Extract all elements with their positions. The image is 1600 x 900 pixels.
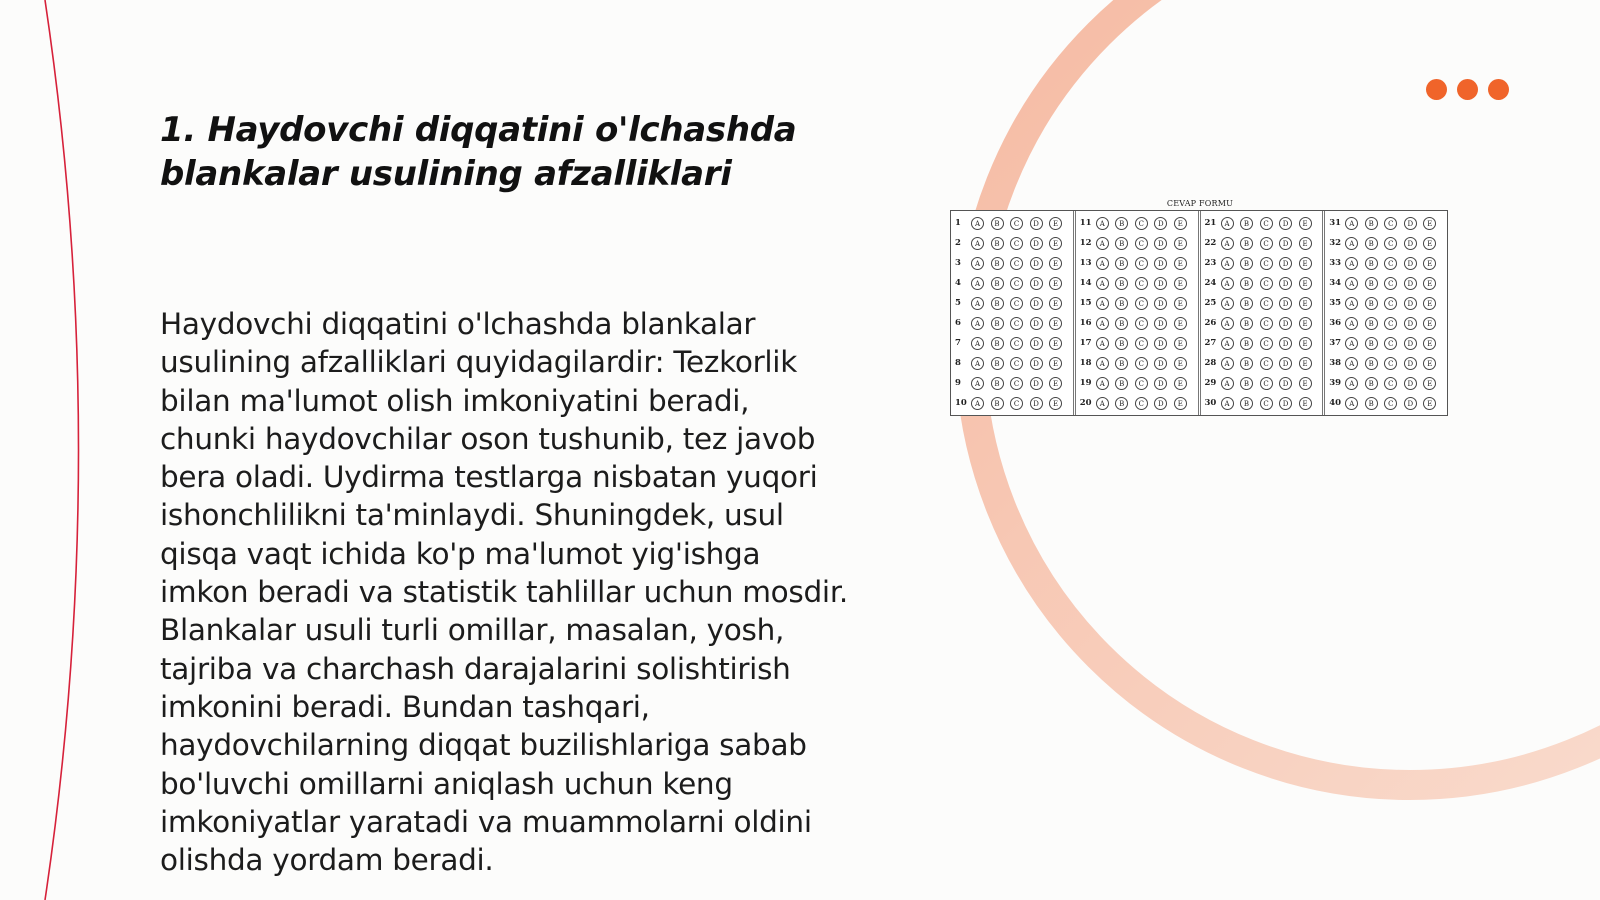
- option-bubble: E: [1423, 237, 1436, 250]
- option-bubble: B: [1115, 257, 1128, 270]
- option-bubble: C: [1260, 257, 1273, 270]
- question-number: 40: [1329, 398, 1342, 408]
- option-bubble: A: [1221, 277, 1234, 290]
- option-bubble: B: [1240, 257, 1253, 270]
- option-bubble: E: [1174, 277, 1187, 290]
- answer-row: [1076, 293, 1198, 313]
- answer-row: [1201, 273, 1323, 293]
- option-bubble: D: [1279, 277, 1292, 290]
- option-bubble: B: [1365, 317, 1378, 330]
- option-bubble: E: [1423, 337, 1436, 350]
- question-number: 13: [1079, 258, 1092, 268]
- option-bubble: B: [1365, 277, 1378, 290]
- question-number: 8: [955, 358, 961, 368]
- option-bubble: E: [1423, 297, 1436, 310]
- option-bubble: D: [1404, 377, 1417, 390]
- answer-row: [1201, 333, 1323, 353]
- answer-row: [1076, 253, 1198, 273]
- answer-row: [951, 293, 1073, 313]
- option-bubble: A: [1221, 357, 1234, 370]
- option-bubble: A: [1345, 357, 1358, 370]
- option-bubble: B: [991, 317, 1004, 330]
- answer-row: [951, 213, 1073, 233]
- answer-row: [1201, 353, 1323, 373]
- option-bubble: C: [1260, 277, 1273, 290]
- option-bubble: D: [1404, 237, 1417, 250]
- option-bubble: D: [1154, 357, 1167, 370]
- option-bubble: B: [1115, 337, 1128, 350]
- option-bubble: C: [1384, 277, 1397, 290]
- option-bubble: E: [1299, 337, 1312, 350]
- option-bubble: A: [1096, 297, 1109, 310]
- option-bubble: E: [1174, 217, 1187, 230]
- option-bubble: B: [1365, 377, 1378, 390]
- option-bubble: E: [1174, 337, 1187, 350]
- option-bubble: C: [1384, 357, 1397, 370]
- question-number: 28: [1204, 358, 1217, 368]
- answer-row: [951, 353, 1073, 373]
- option-bubble: A: [1345, 377, 1358, 390]
- answer-grid: [950, 210, 1448, 416]
- question-number: 16: [1079, 318, 1092, 328]
- option-bubble: C: [1135, 277, 1148, 290]
- option-bubble: D: [1279, 337, 1292, 350]
- option-bubble: A: [971, 297, 984, 310]
- option-bubble: E: [1049, 217, 1062, 230]
- answer-row: [1325, 353, 1447, 373]
- option-bubble: C: [1135, 237, 1148, 250]
- option-bubble: B: [1365, 357, 1378, 370]
- option-bubble: B: [1115, 357, 1128, 370]
- slide-title: 1. Haydovchi diqqatini o'lchashda blankalar usulining afzalliklari: [160, 110, 797, 194]
- option-bubble: C: [1010, 257, 1023, 270]
- decorative-red-curve: [45, 0, 79, 900]
- option-bubble: C: [1260, 217, 1273, 230]
- answer-form-image: [950, 198, 1450, 416]
- option-bubble: D: [1279, 257, 1292, 270]
- option-bubble: E: [1049, 297, 1062, 310]
- answer-row: [1201, 233, 1323, 253]
- option-bubble: E: [1049, 397, 1062, 410]
- option-bubble: A: [1345, 337, 1358, 350]
- option-bubble: B: [1240, 337, 1253, 350]
- option-bubble: C: [1135, 337, 1148, 350]
- option-bubble: A: [1221, 217, 1234, 230]
- option-bubble: D: [1404, 217, 1417, 230]
- option-bubble: C: [1384, 237, 1397, 250]
- dot-icon: [1488, 79, 1509, 100]
- question-number: 29: [1204, 378, 1217, 388]
- question-number: 38: [1329, 358, 1342, 368]
- option-bubble: E: [1049, 277, 1062, 290]
- option-bubble: A: [1221, 257, 1234, 270]
- option-bubble: A: [1345, 217, 1358, 230]
- question-number: 24: [1204, 278, 1217, 288]
- option-bubble: C: [1260, 397, 1273, 410]
- option-bubble: A: [1345, 257, 1358, 270]
- option-bubble: A: [1096, 237, 1109, 250]
- answer-form-title: CEVAP FORMU: [1166, 199, 1234, 208]
- option-bubble: E: [1299, 297, 1312, 310]
- option-bubble: C: [1010, 317, 1023, 330]
- answer-row: [951, 313, 1073, 333]
- question-number: 26: [1204, 318, 1217, 328]
- option-bubble: E: [1049, 337, 1062, 350]
- option-bubble: A: [971, 277, 984, 290]
- option-bubble: B: [1115, 237, 1128, 250]
- option-bubble: C: [1260, 337, 1273, 350]
- question-number: 21: [1204, 218, 1217, 228]
- option-bubble: A: [971, 257, 984, 270]
- option-bubble: B: [991, 397, 1004, 410]
- option-bubble: B: [1240, 397, 1253, 410]
- option-bubble: E: [1423, 397, 1436, 410]
- option-bubble: C: [1135, 317, 1148, 330]
- option-bubble: A: [971, 237, 984, 250]
- slide-body-text: Haydovchi diqqatini o'lchashda blankalar usulining afzalliklari quyidagilardir: Tezkorlik bilan ma'lumot olish imkoniyatini beradi, chunki haydovchilar oson tushunib, tez javob bera oladi. Uydirma testlarga nisbatan yuqori ishonchlilikni ta'minlaydi. Shuningdek, usul qisqa vaqt ichida ko'p ma'lumot yig'ishga imkon beradi va statistik tahlillar uchun mosdir. Blankalar usuli turli omillar, masalan, yosh, tajriba va charchash darajalarini solishtirish imkonini beradi. Bundan tashqari, haydovchilarning diqqat buzilishlariga sabab bo'luvchi omillarni aniqlash uchun keng imkoniyatlar yaratadi va muammolarni oldini olishda yordam beradi.: [160, 307, 849, 878]
- option-bubble: A: [1096, 357, 1109, 370]
- option-bubble: E: [1423, 377, 1436, 390]
- question-number: 27: [1204, 338, 1217, 348]
- option-bubble: E: [1423, 277, 1436, 290]
- question-number: 23: [1204, 258, 1217, 268]
- option-bubble: D: [1279, 357, 1292, 370]
- option-bubble: D: [1030, 257, 1043, 270]
- option-bubble: E: [1174, 317, 1187, 330]
- option-bubble: D: [1030, 237, 1043, 250]
- question-number: 37: [1329, 338, 1342, 348]
- option-bubble: A: [1221, 317, 1234, 330]
- option-bubble: C: [1260, 317, 1273, 330]
- answer-row: [951, 333, 1073, 353]
- menu-dots: [1426, 79, 1509, 100]
- option-bubble: B: [1365, 217, 1378, 230]
- option-bubble: C: [1135, 297, 1148, 310]
- answer-column: [1076, 211, 1201, 415]
- answer-row: [1076, 273, 1198, 293]
- answer-row: [1325, 253, 1447, 273]
- option-bubble: E: [1299, 397, 1312, 410]
- option-bubble: B: [991, 257, 1004, 270]
- option-bubble: E: [1174, 257, 1187, 270]
- option-bubble: B: [991, 237, 1004, 250]
- option-bubble: A: [971, 397, 984, 410]
- option-bubble: D: [1154, 217, 1167, 230]
- option-bubble: A: [1345, 237, 1358, 250]
- option-bubble: D: [1154, 297, 1167, 310]
- answer-row: [1325, 293, 1447, 313]
- option-bubble: C: [1135, 377, 1148, 390]
- option-bubble: C: [1010, 297, 1023, 310]
- question-number: 9: [955, 378, 961, 388]
- option-bubble: D: [1030, 277, 1043, 290]
- option-bubble: D: [1404, 297, 1417, 310]
- answer-row: [951, 233, 1073, 253]
- question-number: 33: [1329, 258, 1342, 268]
- option-bubble: B: [1115, 317, 1128, 330]
- option-bubble: D: [1404, 337, 1417, 350]
- option-bubble: B: [1365, 337, 1378, 350]
- option-bubble: E: [1423, 317, 1436, 330]
- option-bubble: A: [1345, 397, 1358, 410]
- option-bubble: B: [1240, 377, 1253, 390]
- option-bubble: B: [1115, 277, 1128, 290]
- answer-row: [1201, 253, 1323, 273]
- option-bubble: D: [1279, 317, 1292, 330]
- option-bubble: B: [1365, 297, 1378, 310]
- question-number: 35: [1329, 298, 1342, 308]
- option-bubble: C: [1010, 237, 1023, 250]
- option-bubble: D: [1030, 377, 1043, 390]
- question-number: 10: [955, 398, 967, 408]
- answer-row: [951, 273, 1073, 293]
- answer-row: [951, 253, 1073, 273]
- option-bubble: A: [971, 317, 984, 330]
- option-bubble: C: [1135, 397, 1148, 410]
- question-number: 39: [1329, 378, 1342, 388]
- answer-row: [1201, 393, 1323, 413]
- option-bubble: D: [1154, 257, 1167, 270]
- option-bubble: C: [1260, 237, 1273, 250]
- option-bubble: B: [1365, 257, 1378, 270]
- option-bubble: A: [971, 357, 984, 370]
- option-bubble: E: [1423, 257, 1436, 270]
- option-bubble: B: [1365, 237, 1378, 250]
- dot-icon: [1426, 79, 1447, 100]
- answer-row: [1201, 313, 1323, 333]
- option-bubble: B: [1115, 297, 1128, 310]
- option-bubble: A: [1221, 237, 1234, 250]
- option-bubble: A: [1096, 317, 1109, 330]
- option-bubble: D: [1279, 237, 1292, 250]
- option-bubble: A: [1096, 397, 1109, 410]
- option-bubble: C: [1384, 317, 1397, 330]
- option-bubble: D: [1154, 317, 1167, 330]
- option-bubble: A: [1345, 277, 1358, 290]
- answer-row: [1076, 373, 1198, 393]
- option-bubble: C: [1260, 357, 1273, 370]
- option-bubble: D: [1030, 397, 1043, 410]
- option-bubble: E: [1174, 357, 1187, 370]
- option-bubble: C: [1010, 377, 1023, 390]
- option-bubble: E: [1299, 377, 1312, 390]
- option-bubble: D: [1154, 337, 1167, 350]
- answer-row: [1325, 373, 1447, 393]
- answer-row: [1325, 233, 1447, 253]
- option-bubble: D: [1154, 377, 1167, 390]
- answer-row: [1201, 293, 1323, 313]
- question-number: 7: [955, 338, 961, 348]
- answer-row: [1201, 213, 1323, 233]
- option-bubble: C: [1260, 297, 1273, 310]
- option-bubble: E: [1423, 217, 1436, 230]
- option-bubble: E: [1049, 377, 1062, 390]
- option-bubble: A: [1345, 297, 1358, 310]
- answer-row: [951, 393, 1073, 413]
- answer-row: [1201, 373, 1323, 393]
- answer-column: [1325, 211, 1447, 415]
- option-bubble: D: [1404, 357, 1417, 370]
- option-bubble: E: [1174, 377, 1187, 390]
- option-bubble: B: [991, 277, 1004, 290]
- option-bubble: D: [1404, 277, 1417, 290]
- option-bubble: A: [971, 377, 984, 390]
- option-bubble: E: [1174, 397, 1187, 410]
- option-bubble: C: [1384, 397, 1397, 410]
- option-bubble: E: [1423, 357, 1436, 370]
- option-bubble: B: [991, 337, 1004, 350]
- option-bubble: D: [1279, 217, 1292, 230]
- answer-row: [1076, 393, 1198, 413]
- option-bubble: E: [1299, 257, 1312, 270]
- option-bubble: B: [1240, 237, 1253, 250]
- answer-row: [1076, 233, 1198, 253]
- option-bubble: D: [1279, 297, 1292, 310]
- option-bubble: D: [1030, 357, 1043, 370]
- question-number: 1: [955, 218, 961, 228]
- option-bubble: B: [991, 377, 1004, 390]
- question-number: 34: [1329, 278, 1342, 288]
- option-bubble: D: [1404, 317, 1417, 330]
- answer-row: [1325, 393, 1447, 413]
- option-bubble: C: [1010, 277, 1023, 290]
- question-number: 25: [1204, 298, 1217, 308]
- option-bubble: C: [1384, 297, 1397, 310]
- question-number: 15: [1079, 298, 1092, 308]
- answer-row: [1076, 353, 1198, 373]
- option-bubble: C: [1384, 377, 1397, 390]
- answer-column: [1201, 211, 1326, 415]
- option-bubble: E: [1299, 317, 1312, 330]
- option-bubble: D: [1030, 337, 1043, 350]
- option-bubble: B: [1365, 397, 1378, 410]
- option-bubble: C: [1384, 257, 1397, 270]
- option-bubble: B: [1240, 277, 1253, 290]
- question-number: 5: [955, 298, 961, 308]
- option-bubble: B: [1115, 377, 1128, 390]
- option-bubble: B: [991, 357, 1004, 370]
- option-bubble: A: [1221, 397, 1234, 410]
- option-bubble: C: [1384, 337, 1397, 350]
- option-bubble: B: [1115, 397, 1128, 410]
- option-bubble: B: [1240, 297, 1253, 310]
- question-number: 12: [1079, 238, 1092, 248]
- question-number: 3: [955, 258, 961, 268]
- option-bubble: A: [1096, 337, 1109, 350]
- option-bubble: C: [1384, 217, 1397, 230]
- answer-row: [1325, 313, 1447, 333]
- dot-icon: [1457, 79, 1478, 100]
- option-bubble: D: [1154, 397, 1167, 410]
- option-bubble: B: [991, 297, 1004, 310]
- question-number: 4: [955, 278, 961, 288]
- option-bubble: D: [1404, 257, 1417, 270]
- question-number: 14: [1079, 278, 1092, 288]
- question-number: 31: [1329, 218, 1342, 228]
- option-bubble: D: [1030, 217, 1043, 230]
- answer-row: [1325, 213, 1447, 233]
- option-bubble: A: [1096, 377, 1109, 390]
- option-bubble: E: [1299, 357, 1312, 370]
- option-bubble: D: [1154, 277, 1167, 290]
- answer-row: [1325, 273, 1447, 293]
- option-bubble: B: [1240, 357, 1253, 370]
- option-bubble: E: [1299, 217, 1312, 230]
- option-bubble: A: [1096, 277, 1109, 290]
- answer-row: [1076, 313, 1198, 333]
- option-bubble: C: [1010, 397, 1023, 410]
- question-number: 11: [1079, 218, 1092, 228]
- option-bubble: A: [1221, 297, 1234, 310]
- question-number: 17: [1079, 338, 1092, 348]
- option-bubble: C: [1010, 217, 1023, 230]
- question-number: 18: [1079, 358, 1092, 368]
- option-bubble: B: [1240, 217, 1253, 230]
- option-bubble: C: [1135, 257, 1148, 270]
- option-bubble: C: [1010, 357, 1023, 370]
- option-bubble: E: [1049, 317, 1062, 330]
- option-bubble: D: [1154, 237, 1167, 250]
- option-bubble: C: [1260, 377, 1273, 390]
- option-bubble: C: [1135, 217, 1148, 230]
- option-bubble: D: [1404, 397, 1417, 410]
- answer-row: [1076, 213, 1198, 233]
- question-number: 20: [1079, 398, 1092, 408]
- question-number: 32: [1329, 238, 1342, 248]
- option-bubble: E: [1299, 237, 1312, 250]
- option-bubble: A: [1221, 377, 1234, 390]
- question-number: 30: [1204, 398, 1217, 408]
- option-bubble: D: [1030, 317, 1043, 330]
- option-bubble: E: [1174, 297, 1187, 310]
- option-bubble: A: [1096, 217, 1109, 230]
- option-bubble: C: [1135, 357, 1148, 370]
- option-bubble: E: [1049, 357, 1062, 370]
- option-bubble: A: [1096, 257, 1109, 270]
- question-number: 6: [955, 318, 961, 328]
- option-bubble: E: [1299, 277, 1312, 290]
- answer-row: [1325, 333, 1447, 353]
- question-number: 22: [1204, 238, 1217, 248]
- question-number: 2: [955, 238, 961, 248]
- option-bubble: A: [971, 217, 984, 230]
- option-bubble: D: [1279, 397, 1292, 410]
- option-bubble: A: [1221, 337, 1234, 350]
- option-bubble: B: [1115, 217, 1128, 230]
- option-bubble: D: [1030, 297, 1043, 310]
- option-bubble: E: [1049, 257, 1062, 270]
- option-bubble: A: [971, 337, 984, 350]
- option-bubble: C: [1010, 337, 1023, 350]
- answer-row: [1076, 333, 1198, 353]
- option-bubble: E: [1174, 237, 1187, 250]
- option-bubble: E: [1049, 237, 1062, 250]
- answer-row: [951, 373, 1073, 393]
- option-bubble: B: [991, 217, 1004, 230]
- option-bubble: D: [1279, 377, 1292, 390]
- option-bubble: B: [1240, 317, 1253, 330]
- answer-column: [951, 211, 1076, 415]
- question-number: 36: [1329, 318, 1342, 328]
- option-bubble: A: [1345, 317, 1358, 330]
- question-number: 19: [1079, 378, 1092, 388]
